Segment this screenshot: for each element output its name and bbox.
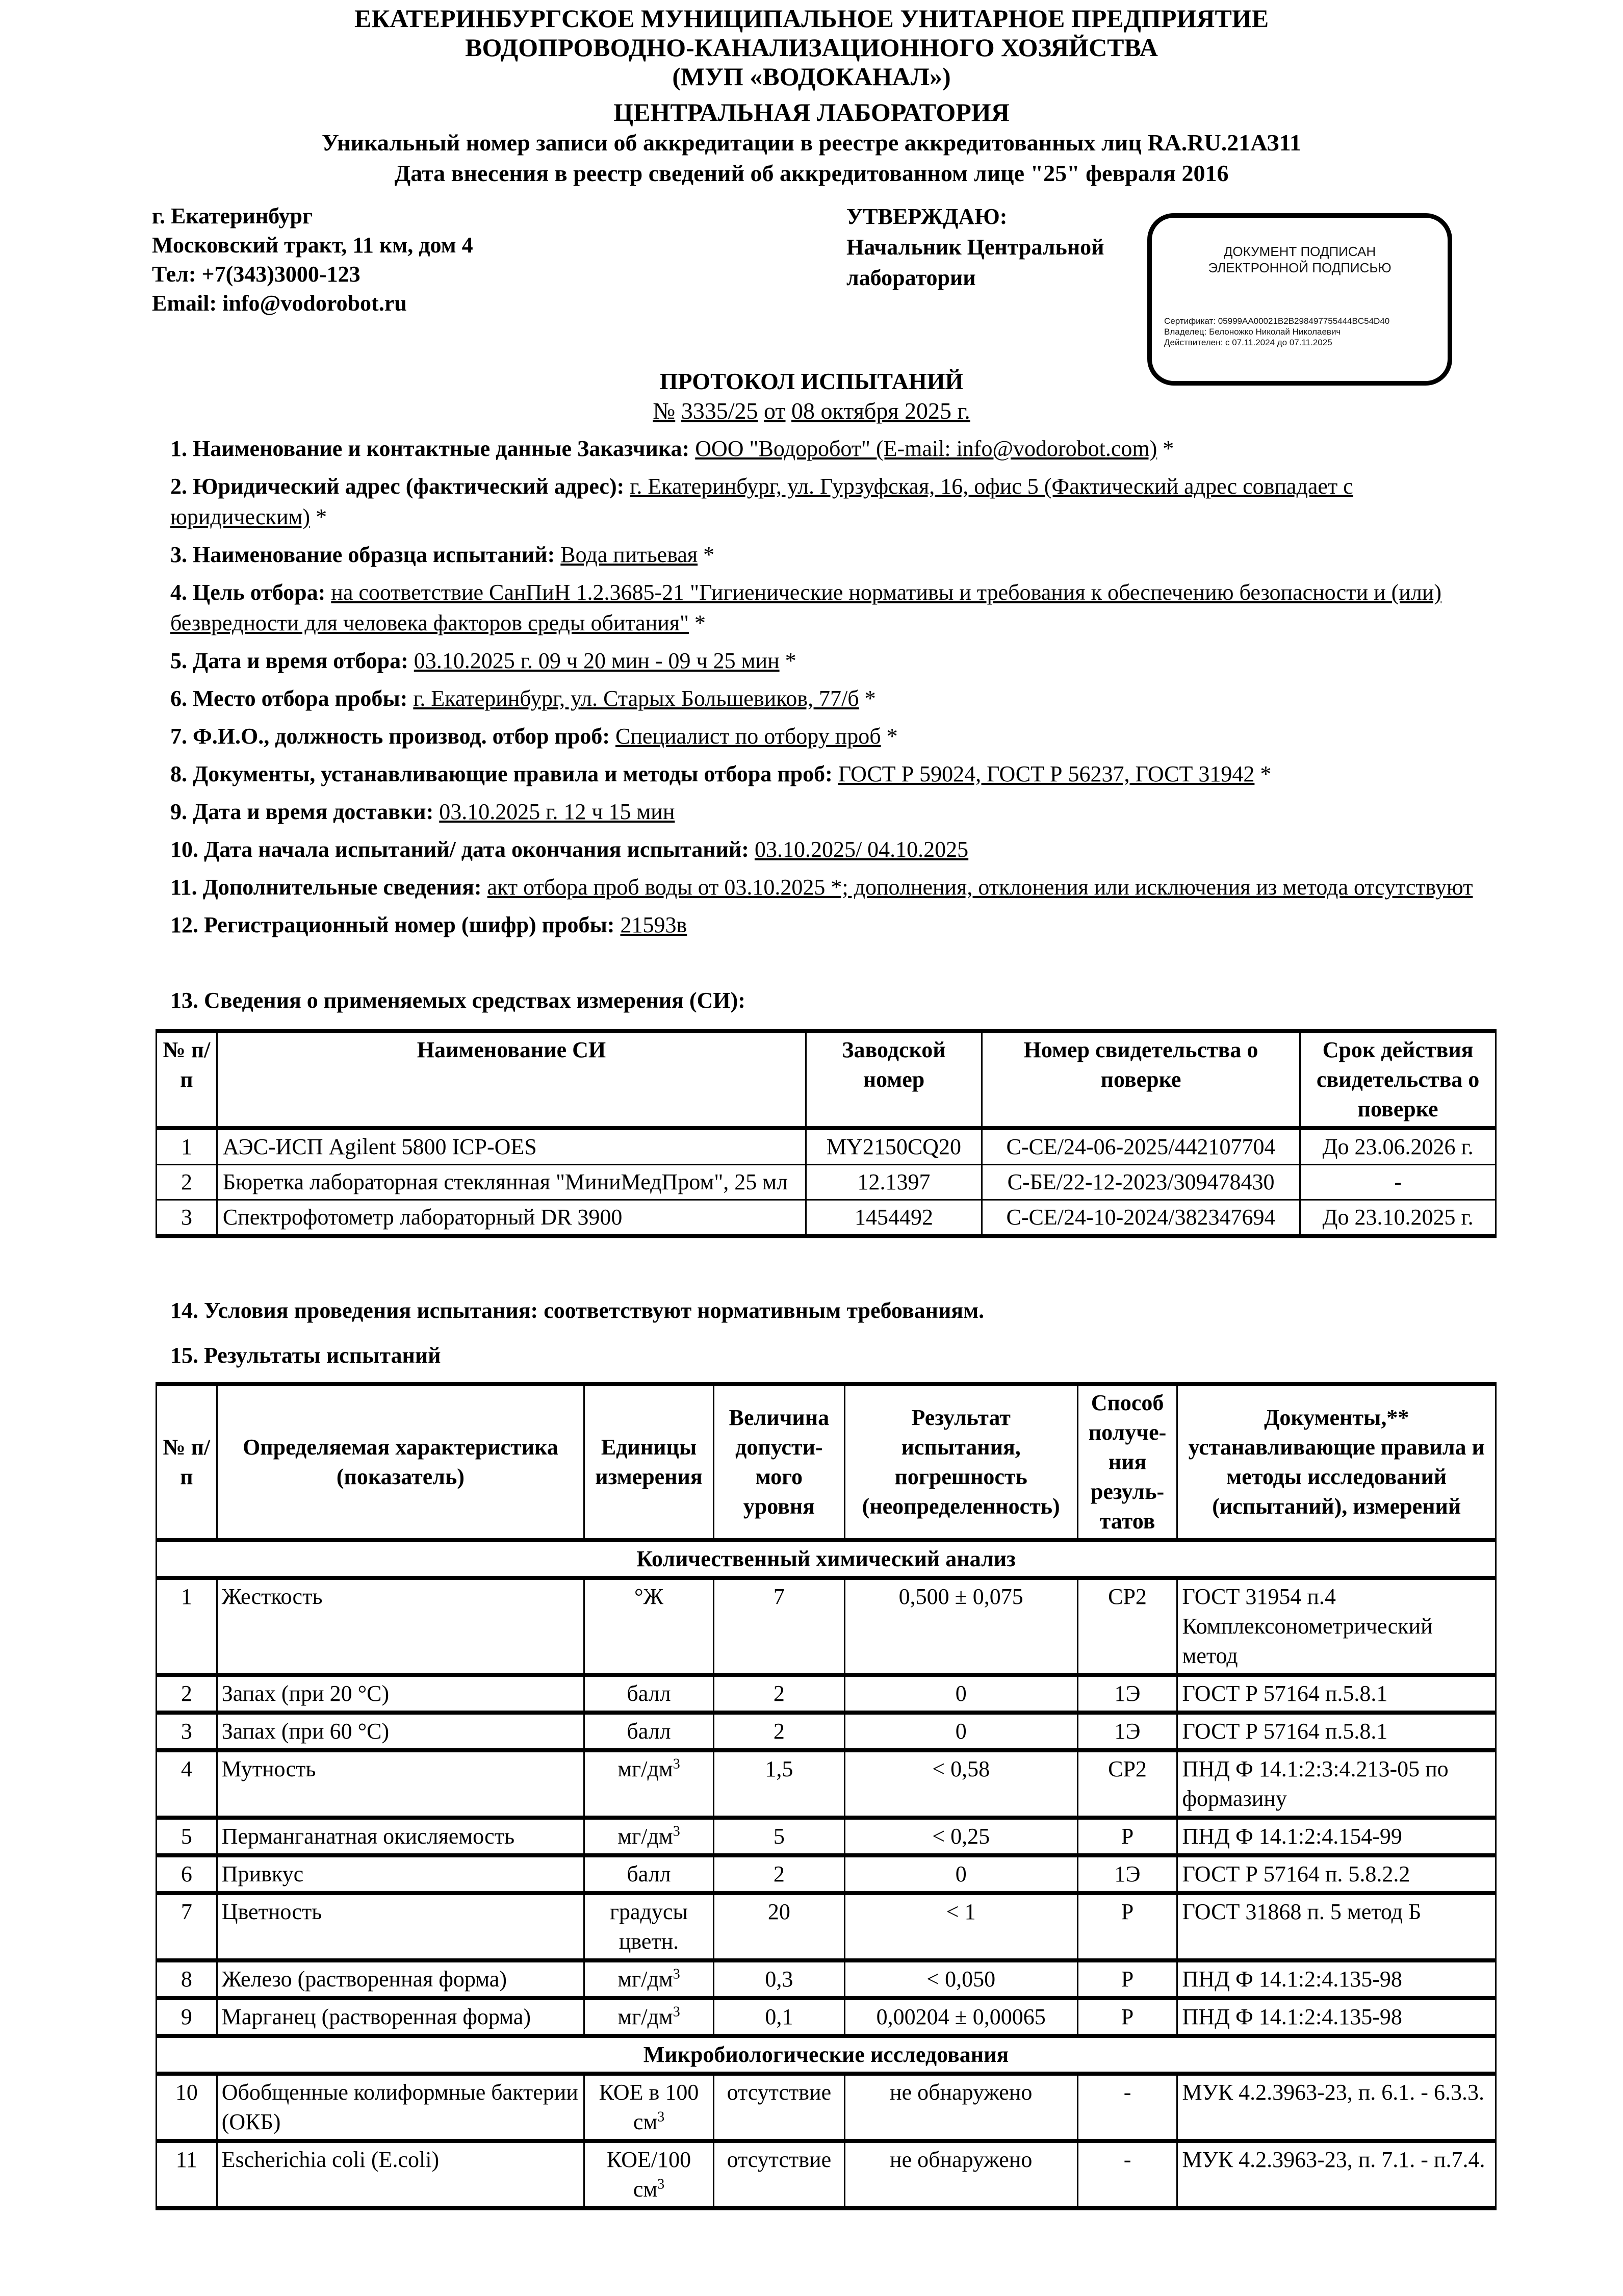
unit [584, 1818, 714, 1855]
permissible-level-text: 0,1 [765, 2004, 793, 2029]
row-number-text: 8 [181, 1967, 192, 1992]
characteristic-name-text: Цветность [221, 1899, 322, 1924]
field-suffix: * [1254, 761, 1272, 786]
protocol-number: 3335/25 [681, 398, 758, 424]
unit [584, 1998, 714, 2036]
field-6 [170, 683, 1476, 714]
table-row [157, 1578, 1496, 1675]
field-2 [170, 471, 1476, 532]
field-9 [170, 797, 1476, 827]
permissible-level [713, 1818, 844, 1855]
method-code [1077, 1855, 1177, 1893]
results-section-header [157, 2036, 1496, 2074]
field-8 [170, 759, 1476, 789]
row-number-text: 10 [175, 2080, 198, 2105]
unit-text: балл [627, 1719, 671, 1744]
results-column-header: Способ получе-ния резуль-татов [1077, 1384, 1177, 1540]
field-label: 2. Юридический адрес (фактический адрес): [170, 474, 625, 499]
permissible-level-text: 1,5 [765, 1756, 793, 1781]
si-column-header: Срок действия свидетельства о поверке [1300, 1031, 1496, 1128]
method-document [1177, 2141, 1496, 2208]
table-row [157, 1893, 1496, 1960]
certificate-expiry: До 23.10.2025 г. [1300, 1200, 1496, 1237]
method-code-text: Р [1121, 1899, 1134, 1924]
number-sign: № [653, 398, 676, 424]
method-code [1077, 1818, 1177, 1855]
city: г. Екатеринбург [152, 203, 313, 228]
permissible-level [713, 2141, 844, 2208]
protocol-number-line [0, 397, 1623, 425]
permissible-level-text: отсутствие [727, 2080, 832, 2105]
method-document-text: ГОСТ Р 57164 п.5.8.1 [1182, 1719, 1388, 1744]
characteristic-name-text: Марганец (растворенная форма) [221, 2004, 531, 2029]
org-name-line2: ВОДОПРОВОДНО-КАНАЛИЗАЦИОННОГО ХОЗЯЙСТВА [465, 33, 1158, 62]
field-5 [170, 646, 1476, 676]
unit [584, 2141, 714, 2208]
method-document [1177, 1855, 1496, 1893]
test-result [844, 2141, 1077, 2208]
field-suffix: * [1157, 436, 1174, 461]
field-7 [170, 721, 1476, 752]
test-result-text: 0,500 ± 0,075 [898, 1584, 1023, 1609]
email: Email: info@vodorobot.ru [152, 291, 407, 316]
method-document [1177, 2074, 1496, 2141]
protocol-title: ПРОТОКОЛ ИСПЫТАНИЙ [659, 368, 964, 394]
permissible-level-text: отсутствие [727, 2147, 832, 2172]
row-number [157, 1713, 217, 1750]
method-code [1077, 1893, 1177, 1960]
method-code [1077, 1960, 1177, 1998]
stamp-title-line2: ЭЛЕКТРОННОЙ ПОДПИСЬЮ [1208, 260, 1392, 275]
unit-text: градусы цветн. [609, 1899, 688, 1954]
field-label: 4. Цель отбора: [170, 580, 326, 605]
field-label: 10. Дата начала испытаний/ дата окончания испытаний: [170, 837, 749, 862]
protocol-date: 08 октября 2025 г. [791, 398, 970, 424]
permissible-level-text: 2 [773, 1681, 785, 1706]
results-column-header: № п/п [157, 1384, 217, 1540]
unit [584, 1675, 714, 1713]
test-result-text: < 0,050 [926, 1967, 996, 1992]
test-result [844, 1998, 1077, 2036]
method-code-text: 1Э [1114, 1719, 1141, 1744]
permissible-level-text: 5 [773, 1824, 785, 1849]
row-number [157, 1998, 217, 2036]
field-label: 5. Дата и время отбора: [170, 648, 408, 673]
method-code-text: СР2 [1108, 1584, 1147, 1609]
field-suffix: * [698, 542, 715, 567]
row-number [157, 1675, 217, 1713]
method-document [1177, 1960, 1496, 1998]
table-row [157, 1128, 1496, 1165]
protocol-fields [170, 433, 1476, 948]
results-column-header: Величина допусти-мого уровня [713, 1384, 844, 1540]
field-value: 03.10.2025/ 04.10.2025 [754, 837, 969, 862]
method-document-text: ГОСТ Р 57164 п.5.8.1 [1182, 1681, 1388, 1706]
serial-number: MY2150CQ20 [806, 1128, 982, 1165]
table-row [157, 1818, 1496, 1855]
method-code-text: 1Э [1114, 1681, 1141, 1706]
characteristic-name [217, 1998, 584, 2036]
lab-name: ЦЕНТРАЛЬНАЯ ЛАБОРАТОРИЯ [613, 98, 1010, 126]
characteristic-name [217, 2074, 584, 2141]
method-document-text: МУК 4.2.3963-23, п. 6.1. - 6.3.3. [1182, 2080, 1484, 2105]
si-column-header: Наименование СИ [217, 1031, 806, 1128]
method-code [1077, 1750, 1177, 1818]
characteristic-name-text: Запах (при 60 °С) [221, 1719, 390, 1744]
street: Московский тракт, 11 км, дом 4 [152, 233, 473, 258]
method-document [1177, 1750, 1496, 1818]
characteristic-name [217, 1855, 584, 1893]
test-result [844, 1960, 1077, 1998]
unit-text: КОЕ/100 см [606, 2147, 691, 2202]
field-4 [170, 577, 1476, 639]
method-code-text: Р [1121, 1824, 1134, 1849]
test-result-text: 0 [955, 1681, 967, 1706]
test-result [844, 1818, 1077, 1855]
org-name-line3: (МУП «ВОДОКАНАЛ») [672, 62, 951, 91]
row-number-text: 3 [181, 1719, 192, 1744]
method-code-text: СР2 [1108, 1756, 1147, 1781]
characteristic-name-text: Запах (при 20 °С) [221, 1681, 390, 1706]
test-result-text: < 0,58 [932, 1756, 990, 1781]
row-number [157, 2074, 217, 2141]
row-number [157, 1960, 217, 1998]
characteristic-name-text: Жесткость [221, 1584, 323, 1609]
unit-text: мг/дм [617, 1756, 673, 1781]
field-suffix: * [310, 504, 327, 529]
field-label: 3. Наименование образца испытаний: [170, 542, 555, 567]
method-document [1177, 1893, 1496, 1960]
field-suffix: * [881, 724, 898, 749]
row-number-text: 2 [181, 1681, 192, 1706]
method-code [1077, 2074, 1177, 2141]
from-word: от [764, 398, 786, 424]
field-label: 9. Дата и время доставки: [170, 799, 434, 824]
instrument-name: АЭС-ИСП Agilent 5800 ICP-OES [217, 1128, 806, 1165]
si-column-header: Заводской номер [806, 1031, 982, 1128]
unit-text: мг/дм [617, 1967, 673, 1992]
method-code [1077, 2141, 1177, 2208]
permissible-level [713, 1893, 844, 1960]
method-document-text: ПНД Ф 14.1:2:3:4.213-05 по формазину [1182, 1756, 1449, 1811]
field-label: 6. Место отбора пробы: [170, 686, 408, 711]
certificate-number: С-СЕ/24-06-2025/442107704 [982, 1128, 1300, 1165]
approval-block [846, 201, 1104, 293]
row-number [157, 1855, 217, 1893]
characteristic-name [217, 1750, 584, 1818]
phone: Тел: +7(343)3000-123 [152, 262, 360, 287]
field-10 [170, 834, 1476, 865]
method-document [1177, 1713, 1496, 1750]
field-12 [170, 910, 1476, 940]
method-code [1077, 1713, 1177, 1750]
field-value: ГОСТ Р 59024, ГОСТ Р 56237, ГОСТ 31942 [838, 761, 1255, 786]
method-document [1177, 1818, 1496, 1855]
certificate-number: С-БЕ/22-12-2023/309478430 [982, 1165, 1300, 1200]
test-result-text: < 1 [946, 1899, 976, 1924]
method-code-text: Р [1121, 1967, 1134, 1992]
field-11 [170, 872, 1476, 903]
field-value: г. Екатеринбург, ул. Гурзуфская, 16, офис 5 (Фактический адрес совпадает с юридическим) [170, 474, 1353, 529]
results-column-header: Результат испытания, погрешность (неопределенность) [844, 1384, 1077, 1540]
serial-number: 1454492 [806, 1200, 982, 1237]
permissible-level-text: 0,3 [765, 1967, 793, 1992]
unit [584, 2074, 714, 2141]
field-suffix: * [779, 648, 796, 673]
method-document [1177, 1675, 1496, 1713]
permissible-level-text: 2 [773, 1861, 785, 1886]
characteristic-name-text: Привкус [221, 1861, 304, 1886]
row-number: 1 [157, 1128, 217, 1165]
permissible-level [713, 1998, 844, 2036]
method-document-text: ПНД Ф 14.1:2:4.135-98 [1182, 1967, 1402, 1992]
permissible-level [713, 1713, 844, 1750]
unit-text: балл [627, 1861, 671, 1886]
characteristic-name [217, 1675, 584, 1713]
section-title: Количественный химический анализ [157, 1540, 1496, 1578]
accreditation-number: Уникальный номер записи об аккредитации в реестре аккредитованных лиц RA.RU.21АЗ11 [321, 130, 1302, 156]
test-result [844, 2074, 1077, 2141]
unit [584, 1855, 714, 1893]
field-value: 03.10.2025 г. 12 ч 15 мин [439, 799, 675, 824]
si-column-header: Номер свидетельства о поверке [982, 1031, 1300, 1128]
permissible-level [713, 1578, 844, 1675]
registry-date: Дата внесения в реестр сведений об аккредитованном лице "25" февраля 2016 [394, 160, 1229, 186]
permissible-level [713, 2074, 844, 2141]
section14-conditions: 14. Условия проведения испытания: соответствуют нормативным требованиям. [170, 1298, 985, 1323]
row-number-text: 11 [175, 2147, 198, 2172]
field-value: Специалист по отбору проб [615, 724, 881, 749]
lab-address-block [152, 201, 473, 318]
row-number-text: 6 [181, 1861, 192, 1886]
row-number [157, 1578, 217, 1675]
row-number-text: 9 [181, 2004, 192, 2029]
row-number: 3 [157, 1200, 217, 1237]
characteristic-name-text: Перманганатная окисляемость [221, 1824, 515, 1849]
characteristic-name [217, 1578, 584, 1675]
certificate-expiry: - [1300, 1165, 1496, 1200]
test-result-text: 0,00204 ± 0,00065 [876, 2004, 1046, 2029]
row-number [157, 1893, 217, 1960]
row-number [157, 2141, 217, 2208]
row-number-text: 4 [181, 1756, 192, 1781]
table-row [157, 2141, 1496, 2208]
test-result-text: < 0,25 [932, 1824, 990, 1849]
characteristic-name [217, 1818, 584, 1855]
si-column-header: № п/п [157, 1031, 217, 1128]
method-code-text: - [1123, 2080, 1131, 2105]
stamp-validity: Действителен: с 07.11.2024 до 07.11.2025 [1164, 338, 1332, 347]
unit [584, 1893, 714, 1960]
table-row [157, 1165, 1496, 1200]
stamp-title [1152, 243, 1448, 276]
method-document-text: ГОСТ 31954 п.4 Комплексонометрический метод [1182, 1584, 1433, 1668]
characteristic-name-text: Escherichia coli (E.coli) [221, 2147, 440, 2172]
stamp-title-line1: ДОКУМЕНТ ПОДПИСАН [1223, 244, 1376, 259]
characteristic-name [217, 1893, 584, 1960]
table-row [157, 1675, 1496, 1713]
field-label: 7. Ф.И.О., должность производ. отбор проб: [170, 724, 610, 749]
unit-superscript: 3 [673, 2004, 680, 2020]
field-value: на соответствие СанПиН 1.2.3685-21 "Гигиенические нормативы и требования к обеспечению безопасности и (или) безвредности для человека факторов среды обитания" [170, 580, 1441, 635]
characteristic-name [217, 1713, 584, 1750]
method-code [1077, 1578, 1177, 1675]
table-row [157, 1855, 1496, 1893]
method-document-text: ГОСТ Р 57164 п. 5.8.2.2 [1182, 1861, 1410, 1886]
unit-superscript: 3 [673, 1756, 680, 1772]
stamp-owner: Владелец: Белоножко Николай Николаевич [1164, 327, 1341, 337]
unit-text: мг/дм [617, 1824, 673, 1849]
unit [584, 1578, 714, 1675]
field-suffix: * [859, 686, 876, 711]
results-column-header: Документы,** устанавливающие правила и методы исследований (испытаний), измерений [1177, 1384, 1496, 1540]
test-result-text: не обнаружено [890, 2147, 1033, 2172]
row-number: 2 [157, 1165, 217, 1200]
permissible-level [713, 1675, 844, 1713]
field-value: г. Екатеринбург, ул. Старых Большевиков, 77/б [413, 686, 859, 711]
org-name-line1: ЕКАТЕРИНБУРГСКОЕ МУНИЦИПАЛЬНОЕ УНИТАРНОЕ ПРЕДПРИЯТИЕ [354, 4, 1269, 33]
table-row [157, 1750, 1496, 1818]
row-number-text: 7 [181, 1899, 192, 1924]
unit [584, 1750, 714, 1818]
characteristic-name-text: Обобщенные колиформные бактерии (ОКБ) [221, 2080, 578, 2134]
unit-text: балл [627, 1681, 671, 1706]
field-1 [170, 433, 1476, 464]
stamp-certificate: Сертификат: 05999AA00021B2B298497755444BC54D40 [1164, 316, 1390, 326]
serial-number: 12.1397 [806, 1165, 982, 1200]
permissible-level-text: 7 [773, 1584, 785, 1609]
test-result [844, 1855, 1077, 1893]
test-results-table [156, 1382, 1497, 2210]
approval-title: УТВЕРЖДАЮ: [846, 204, 1008, 229]
table-row [157, 2074, 1496, 2141]
field-3 [170, 540, 1476, 570]
unit-text: мг/дм [617, 2004, 673, 2029]
field-value: ООО "Водоробот" (E-mail: info@vodorobot.com) [695, 436, 1157, 461]
field-value: 03.10.2025 г. 09 ч 20 мин - 09 ч 25 мин [414, 648, 780, 673]
permissible-level [713, 1855, 844, 1893]
unit-superscript: 3 [673, 1823, 680, 1840]
instrument-name: Бюретка лабораторная стеклянная "МиниМедПром", 25 мл [217, 1165, 806, 1200]
method-document-text: ГОСТ 31868 п. 5 метод Б [1182, 1899, 1422, 1924]
method-code-text: - [1123, 2147, 1131, 2172]
method-document-text: МУК 4.2.3963-23, п. 7.1. - п.7.4. [1182, 2147, 1485, 2172]
field-label: 1. Наименование и контактные данные Заказчика: [170, 436, 690, 461]
field-value: Вода питьевая [560, 542, 698, 567]
e-signature-stamp [1147, 213, 1452, 386]
test-result [844, 1713, 1077, 1750]
test-result [844, 1675, 1077, 1713]
unit [584, 1713, 714, 1750]
table-row [157, 1713, 1496, 1750]
characteristic-name [217, 1960, 584, 1998]
permissible-level-text: 2 [773, 1719, 785, 1744]
characteristic-name-text: Железо (растворенная форма) [221, 1967, 507, 1992]
row-number-text: 5 [181, 1824, 192, 1849]
method-document-text: ПНД Ф 14.1:2:4.154-99 [1182, 1824, 1402, 1849]
approval-position-line1: Начальник Центральной [846, 235, 1104, 260]
permissible-level [713, 1750, 844, 1818]
results-column-header: Единицы измерения [584, 1384, 714, 1540]
permissible-level [713, 1960, 844, 1998]
results-column-header: Определяемая характеристика (показатель) [217, 1384, 584, 1540]
section-title: Микробиологические исследования [157, 2036, 1496, 2074]
field-value: 21593в [620, 912, 687, 937]
test-result [844, 1750, 1077, 1818]
row-number [157, 1818, 217, 1855]
table-row [157, 1998, 1496, 2036]
characteristic-name-text: Мутность [221, 1756, 316, 1781]
section15-title: 15. Результаты испытаний [170, 1343, 441, 1368]
unit-superscript: 3 [657, 2109, 665, 2125]
method-code [1077, 1998, 1177, 2036]
table-row [157, 1200, 1496, 1237]
field-label: 8. Документы, устанавливающие правила и методы отбора проб: [170, 761, 833, 786]
field-label: 12. Регистрационный номер (шифр) пробы: [170, 912, 615, 937]
instrument-name: Спектрофотометр лабораторный DR 3900 [217, 1200, 806, 1237]
method-document [1177, 1578, 1496, 1675]
field-label: 11. Дополнительные сведения: [170, 875, 482, 900]
test-result-text: не обнаружено [890, 2080, 1033, 2105]
test-result-text: 0 [955, 1719, 967, 1744]
section13-title: 13. Сведения о применяемых средствах измерения (СИ): [170, 988, 745, 1013]
certificate-number: С-СЕ/24-10-2024/382347694 [982, 1200, 1300, 1237]
test-result [844, 1578, 1077, 1675]
unit [584, 1960, 714, 1998]
row-number [157, 1750, 217, 1818]
test-result-text: 0 [955, 1861, 967, 1886]
unit-text: КОЕ в 100 см [599, 2080, 699, 2134]
method-code-text: Р [1121, 2004, 1134, 2029]
approval-position-line2: лаборатории [846, 265, 976, 290]
field-value: акт отбора проб воды от 03.10.2025 *; дополнения, отклонения или исключения из метода отсутствуют [487, 875, 1473, 900]
method-code [1077, 1675, 1177, 1713]
unit-superscript: 3 [673, 1966, 680, 1982]
row-number-text: 1 [181, 1584, 192, 1609]
results-section-header [157, 1540, 1496, 1578]
characteristic-name [217, 2141, 584, 2208]
stamp-details [1164, 316, 1389, 348]
measuring-instruments-table [156, 1029, 1497, 1238]
permissible-level-text: 20 [767, 1899, 790, 1924]
unit-text: °Ж [634, 1584, 664, 1609]
test-result [844, 1893, 1077, 1960]
method-document [1177, 1998, 1496, 2036]
certificate-expiry: До 23.06.2026 г. [1300, 1128, 1496, 1165]
method-code-text: 1Э [1114, 1861, 1141, 1886]
field-suffix: * [689, 610, 706, 635]
method-document-text: ПНД Ф 14.1:2:4.135-98 [1182, 2004, 1402, 2029]
unit-superscript: 3 [657, 2176, 665, 2192]
table-row [157, 1960, 1496, 1998]
